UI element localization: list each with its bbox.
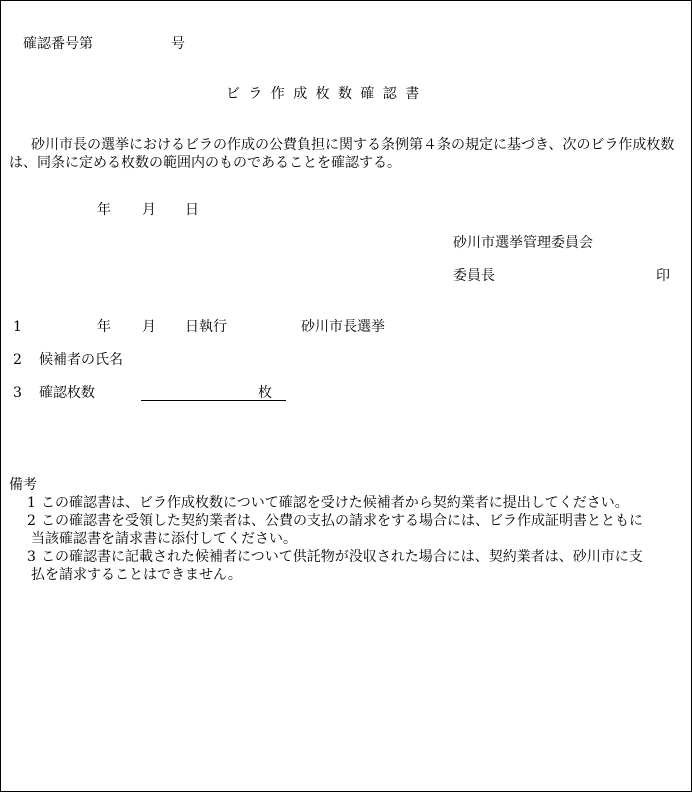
remark-1-number: 1 [27,495,36,511]
item-2-number: 2 [13,352,22,368]
remark-2-number: 2 [27,513,36,529]
remark-1 [9,494,691,512]
confirmation-number-label: 確認番号第 [23,36,93,52]
remark-3 [9,548,691,584]
item-2-label: 候補者の氏名 [39,352,123,368]
remark-3-line1: この確認書に記載された候補者について供託物が没収された場合には、契約業者は、砂川市に支 [41,549,643,565]
body-text: 砂川市長の選挙におけるビラの作成の公費負担に関する条例第４条の規定に基づき、次のビラ作成枚数は、同条に定める枚数の範囲内のものであることを確認する。 [9,137,675,171]
item-3-number: 3 [13,385,22,401]
remark-2-line2: 当該確認書を請求書に添付してください。 [31,531,297,547]
item-1-day-label: 日執行 [185,319,227,335]
date-month: 月 [142,202,156,218]
remarks-section [9,476,691,584]
body-paragraph [9,136,689,172]
committee-name: 砂川市選挙管理委員会 [453,235,593,251]
remark-3-line2: 払を請求することはできません。 [31,567,242,583]
item-3-label: 確認枚数 [39,385,95,401]
remark-3-number: 3 [27,549,36,565]
item-1-year: 年 [97,319,111,335]
item-1-month: 月 [142,319,156,335]
remarks-heading: 備考 [9,477,37,493]
date-year: 年 [97,202,111,218]
item-1-election: 砂川市長選挙 [301,319,385,335]
remark-1-text: この確認書は、ビラ作成枚数について確認を受けた候補者から契約業者に提出してください。 [41,495,629,511]
item-1-number: 1 [13,319,22,335]
seal-mark: 印 [656,268,670,284]
remark-2-line1: この確認書を受領した契約業者は、公費の支払の請求をする場合には、ビラ作成証明書とともに [41,513,643,529]
confirmation-number-suffix: 号 [171,36,185,52]
remark-2 [9,512,691,548]
chair-label: 委員長 [453,268,495,284]
date-day: 日 [185,202,199,218]
item-3-unit: 枚 [258,385,272,401]
document-title: ビラ作成枚数確認書 [226,86,428,102]
